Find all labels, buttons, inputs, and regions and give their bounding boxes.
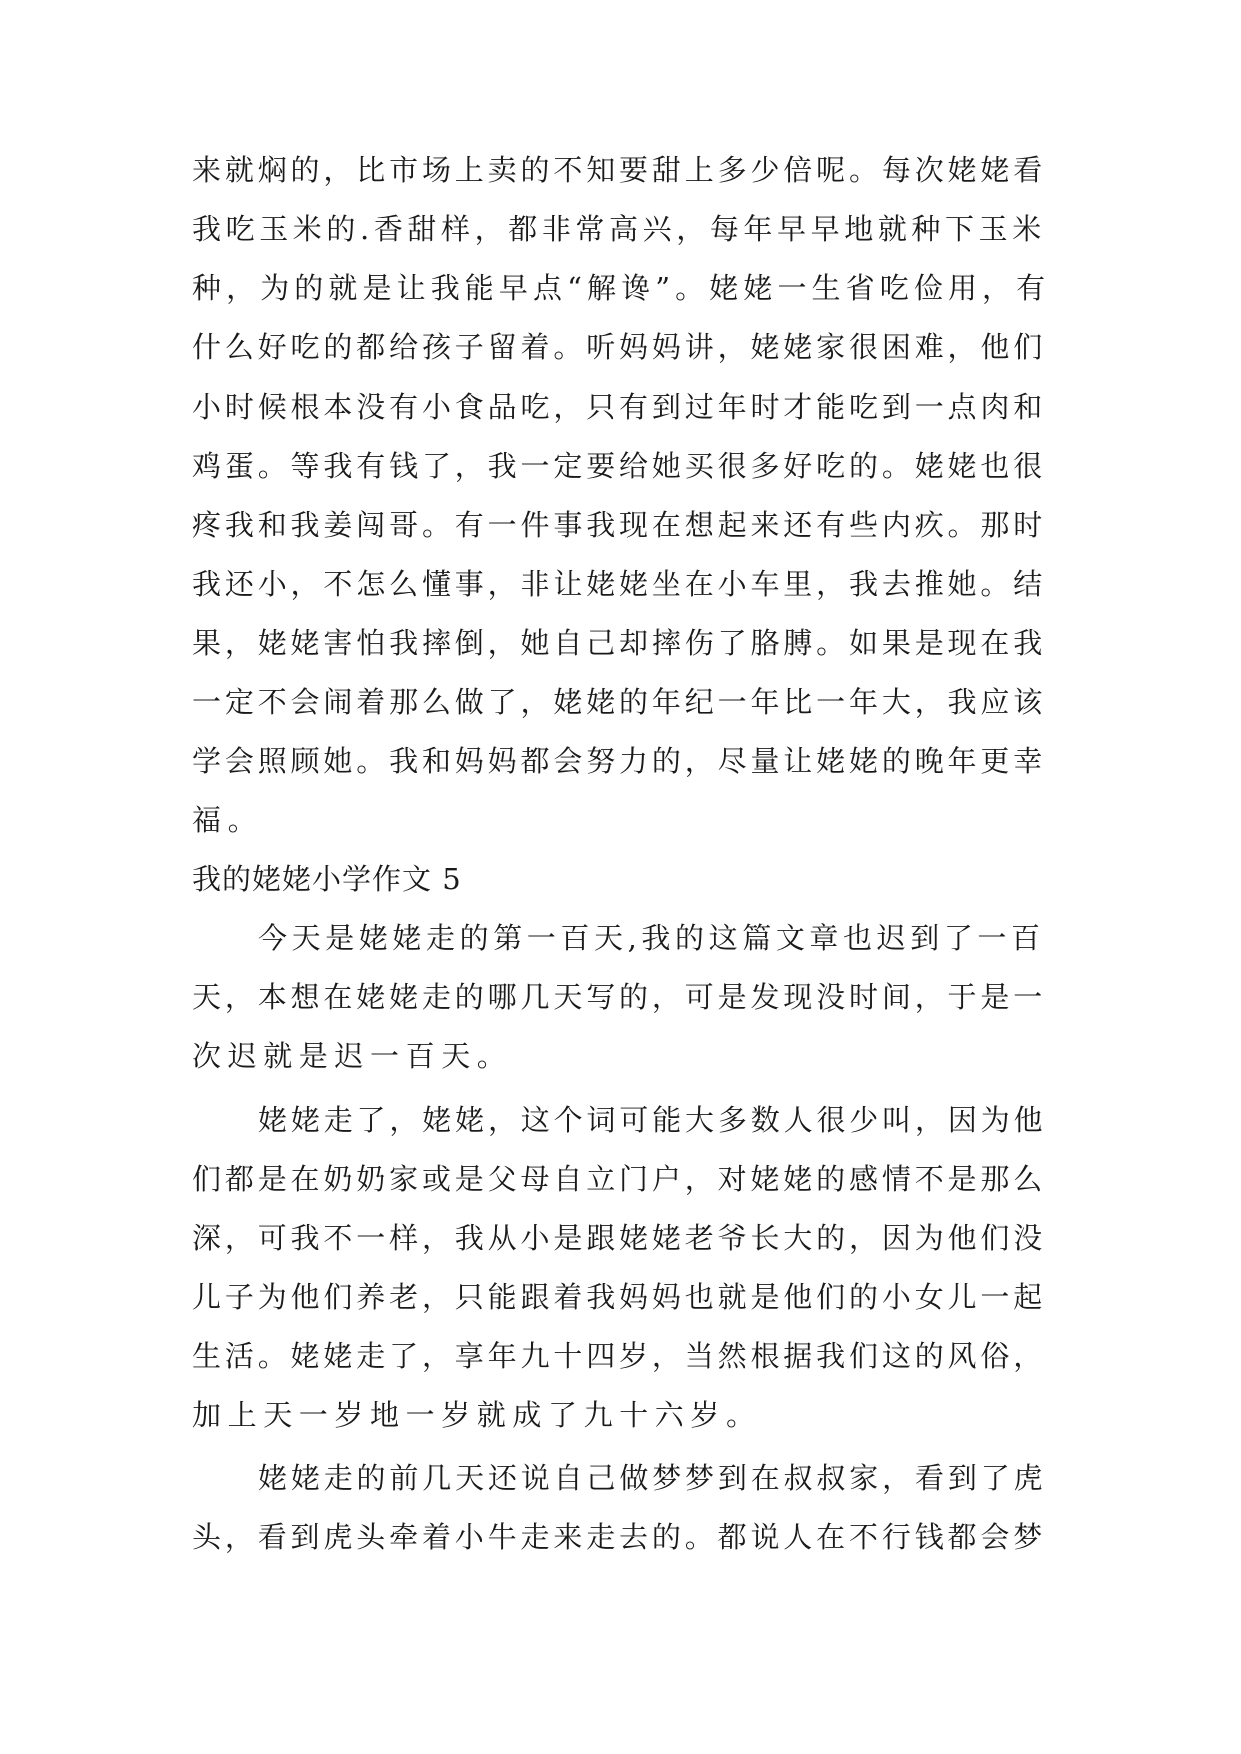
text-line: 次迟就是迟一百天。 (192, 1039, 513, 1073)
text-line: 姥姥走了，姥姥，这个词可能大多数人很少叫，因为他 (258, 1103, 1047, 1137)
text-line: 一定不会闹着那么做了，姥姥的年纪一年比一年大，我应该 (192, 685, 1047, 719)
text-line: 学会照顾她。我和妈妈都会努力的，尽量让姥姥的晚年更幸 (192, 744, 1047, 778)
text-line: 姥姥走的前几天还说自己做梦梦到在叔叔家，看到了虎 (258, 1461, 1047, 1495)
text-line: 今天是姥姥走的第一百天,我的这篇文章也迟到了一百 (258, 921, 1045, 955)
section-heading: 我的姥姥小学作文 5 (192, 862, 462, 896)
text-line: 们都是在奶奶家或是父母自立门户，对姥姥的感情不是那么 (192, 1162, 1047, 1196)
text-line: 来就焖的，比市场上卖的不知要甜上多少倍呢。每次姥姥看 (192, 153, 1047, 187)
text-line: 疼我和我姜闯哥。有一件事我现在想起来还有些内疚。那时 (192, 508, 1047, 542)
text-line: 天，本想在姥姥走的哪几天写的，可是发现没时间，于是一 (192, 980, 1047, 1014)
text-line: 加上天一岁地一岁就成了九十六岁。 (192, 1398, 762, 1432)
text-line: 小时候根本没有小食品吃，只有到过年时才能吃到一点肉和 (192, 390, 1047, 424)
text-line: 我吃玉米的.香甜样，都非常高兴，每年早早地就种下玉米 (192, 212, 1046, 246)
text-line: 生活。姥姥走了，享年九十四岁，当然根据我们这的风俗， (192, 1339, 1047, 1373)
text-line: 儿子为他们养老，只能跟着我妈妈也就是他们的小女儿一起 (192, 1280, 1047, 1314)
text-line: 鸡蛋。等我有钱了，我一定要给她买很多好吃的。姥姥也很 (192, 449, 1047, 483)
text-line: 头，看到虎头牵着小牛走来走去的。都说人在不行钱都会梦 (192, 1520, 1047, 1554)
text-line: 果，姥姥害怕我摔倒，她自己却摔伤了胳膊。如果是现在我 (192, 626, 1047, 660)
text-line: 我还小，不怎么懂事，非让姥姥坐在小车里，我去推她。结 (192, 567, 1047, 601)
text-line: 福。 (192, 803, 264, 837)
text-line: 深，可我不一样，我从小是跟姥姥老爷长大的，因为他们没 (192, 1221, 1047, 1255)
text-line: 种，为的就是让我能早点“解谗”。姥姥一生省吃俭用，有 (192, 271, 1051, 305)
text-line: 什么好吃的都给孩子留着。听妈妈讲，姥姥家很困难，他们 (192, 330, 1047, 364)
